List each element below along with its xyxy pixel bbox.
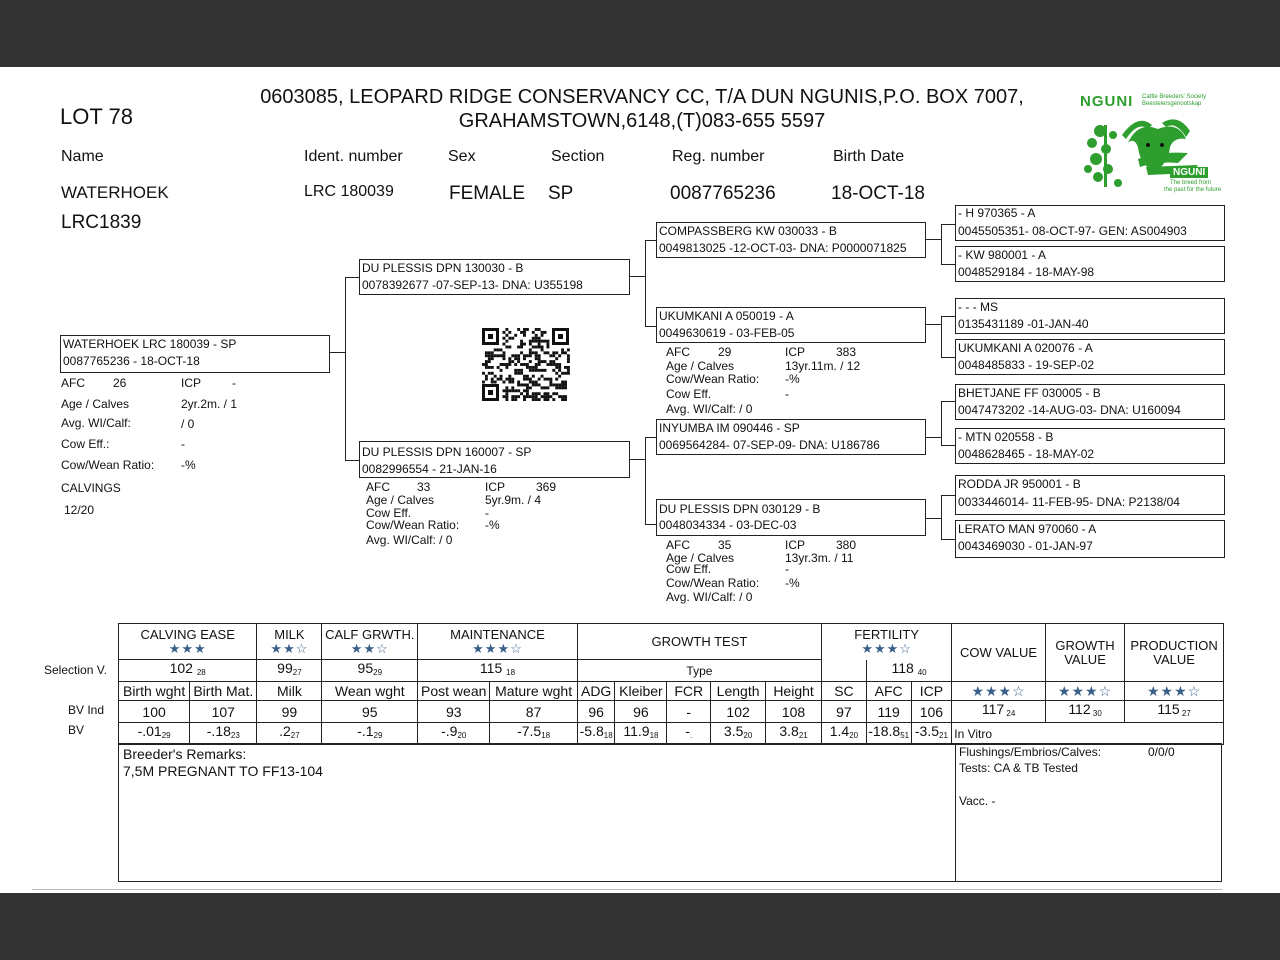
group-maintenance: MAINTENANCE ★★★☆ — [418, 624, 578, 660]
bv-ind-cell: 102 — [711, 701, 766, 723]
logo-sub-2: Beestelersgenootskap — [1142, 101, 1202, 107]
bv-ind-cell: 108 — [766, 701, 822, 723]
index-value-cell: 117 $_{24}$ — [952, 701, 1046, 723]
qr-code-icon — [481, 327, 570, 402]
bv-cell: $-18.8_{51}$ — [866, 723, 911, 745]
great-grandparent-box: - - - MS 0135431189 -01-JAN-40 — [955, 298, 1225, 334]
animal-reg: 0087765236 — [670, 183, 776, 204]
grandparent-box: UKUMKANI A 050019 - A 0049630619 - 03-FEB-05 — [656, 307, 926, 343]
row-label-bv-ind: BV Ind — [68, 703, 105, 717]
logo-sub-1: Cattle Breeders' Society — [1142, 94, 1207, 100]
great-grandparent-box: - H 970365 - A 0045505351- 08-OCT-97- GEN: AS004903 — [955, 205, 1225, 241]
breeders-remarks — [118, 743, 956, 882]
dam-box — [359, 441, 630, 478]
index-value-cell: 112 $_{30}$ — [1045, 701, 1124, 723]
selection-calf: $95_{29}$ — [322, 660, 418, 682]
maintenance-stars-icon: ★★★☆ — [472, 640, 523, 656]
subject-box-line-2: 0087765236 - 18-OCT-18 — [63, 354, 200, 368]
cow-value-stars-icon: ★★★☆ — [952, 682, 1046, 701]
trait-header: Milk — [257, 682, 322, 701]
breeding-values-table — [118, 623, 1224, 745]
dam-line-2: 0082996554 - 21-JAN-16 — [362, 462, 497, 476]
bv-cell: $-.18_{23}$ — [190, 723, 257, 745]
flushings-value: 0/0/0 — [1148, 745, 1175, 759]
animal-section: SP — [548, 183, 574, 204]
group-cow-value: COW VALUE — [952, 624, 1046, 682]
grandparent-stats: AFC 35 ICP 380 Age / Calves 13yr.3m. / 11 Cow Eff. - Cow/Wean Ratio: -% Avg. WI/Calf: / 0 — [666, 538, 857, 604]
group-calving-ease: CALVING EASE ★★★ — [119, 624, 257, 660]
bv-cell: $-.01_{29}$ — [119, 723, 190, 745]
dam-line-1: DU PLESSIS DPN 160007 - SP — [362, 445, 532, 459]
trait-header: Wean wght — [322, 682, 418, 701]
bv-ind-cell: 100 — [119, 701, 190, 723]
trait-header: Kleiber — [615, 682, 667, 701]
label-birth: Birth Date — [833, 148, 905, 165]
great-grandparent-box: LERATO MAN 970060 - A 0043469030 - 01-JAN-97 — [955, 520, 1225, 558]
bv-ind-cell: 93 — [418, 701, 490, 723]
selection-calving: 102 $_{28}$ — [119, 660, 257, 682]
pedigree-sheet — [0, 67, 1280, 893]
label-name: Name — [61, 148, 104, 165]
calvings-value: 12/20 — [64, 503, 95, 517]
bv-ind-cell: 97 — [822, 701, 867, 723]
fertility-stars-icon: ★★★☆ — [861, 640, 912, 656]
animal-birth: 18-OCT-18 — [831, 183, 925, 204]
milk-stars-icon: ★★☆ — [270, 640, 309, 656]
tests-text: Tests: CA & TB Tested — [959, 761, 1078, 775]
in-vitro-label: In Vitro — [952, 723, 1224, 745]
bv-ind-cell: - — [667, 701, 711, 723]
subject-stats: AFC 26 ICP - Age / Calves 2yr.2m. / 1 Avg. WI/Calf: / 0 Cow Eff.: - Cow/Wean Ratio: -% CALVINGS — [61, 376, 238, 495]
dam-stats: AFC 33 ICP 369 Age / Calves 5yr.9m. / 4 Cow Eff. - Cow/Wean Ratio: -% Avg. WI/Calf: / 0 — [366, 480, 557, 547]
subject-animal-box — [60, 335, 330, 373]
trait-header: Post wean — [418, 682, 490, 701]
sire-box — [359, 259, 630, 295]
bv-ind-row — [119, 701, 1224, 723]
remarks-text: 7,5M PREGNANT TO FF13-104 — [123, 763, 323, 779]
animal-sex: FEMALE — [449, 183, 526, 204]
logo-title: NGUNI — [1080, 93, 1134, 110]
bv-cell: $1.4_{20}$ — [822, 723, 867, 745]
row-label-selection: Selection V. — [44, 663, 107, 677]
breeder-line-2: GRAHAMSTOWN,6148,(T)083-655 5597 — [458, 110, 826, 132]
label-sex: Sex — [448, 148, 476, 165]
index-value-cell: 115 $_{27}$ — [1125, 701, 1224, 723]
sire-line-2: 0078392677 -07-SEP-13- DNA: U355198 — [362, 278, 583, 292]
great-grandparent-box: - MTN 020558 - B 0048628465 - 18-MAY-02 — [955, 428, 1225, 464]
bv-ind-cell: 96 — [615, 701, 667, 723]
production-value-stars-icon: ★★★☆ — [1125, 682, 1224, 701]
bv-ind-cell: 95 — [322, 701, 418, 723]
great-grandparent-box: BHETJANE FF 030005 - B 0047473202 -14-AUG-03- DNA: U160094 — [955, 384, 1225, 420]
trait-header: ICP — [911, 682, 952, 701]
sire-line-1: DU PLESSIS DPN 130030 - B — [362, 261, 524, 275]
bv-cell: $3.8_{21}$ — [766, 723, 822, 745]
animal-code: LRC1839 — [61, 212, 142, 233]
great-grandparent-box: - KW 980001 - A 0048529184 - 18-MAY-98 — [955, 246, 1225, 282]
bv-cell: $3.5_{20}$ — [711, 723, 766, 745]
calving-ease-stars-icon: ★★★ — [168, 640, 207, 656]
animal-ident: LRC 180039 — [304, 183, 394, 200]
grandparent-box: INYUMBA IM 090446 - SP 0069564284- 07-SEP-09- DNA: U186786 — [656, 419, 926, 455]
bv-row — [119, 723, 1224, 745]
selection-maintenance: 115 $_{18}$ — [418, 660, 578, 682]
growth-value-stars-icon: ★★★☆ — [1045, 682, 1124, 701]
trait-header: FCR — [667, 682, 711, 701]
trait-header: Birth wght — [119, 682, 190, 701]
bv-ind-cell: 99 — [257, 701, 322, 723]
trait-header: Height — [766, 682, 822, 701]
bv-ind-cell: 107 — [190, 701, 257, 723]
trait-header: ADG — [577, 682, 615, 701]
grandparent-box: COMPASSBERG KW 030033 - B 0049813025 -12-OCT-03- DNA: P0000071825 — [656, 222, 926, 258]
bv-cell: $11.9_{18}$ — [615, 723, 667, 745]
trait-header: Length — [711, 682, 766, 701]
trait-header-row — [119, 682, 1224, 701]
grandparent-stats: AFC 29 ICP 383 Age / Calves 13yr.11m. / 12 Cow/Wean Ratio: -% Cow Eff. - Avg. WI/Calf: / 0 — [666, 345, 861, 416]
trait-header: Birth Mat. — [190, 682, 257, 701]
animal-name: WATERHOEK — [61, 183, 169, 202]
bv-ind-cell: 119 — [866, 701, 911, 723]
bv-cell: $.2_{27}$ — [257, 723, 322, 745]
bv-ind-cell: 87 — [490, 701, 578, 723]
logo-badge: NGUNI — [1170, 167, 1208, 178]
group-milk: MILK ★★☆ — [257, 624, 322, 660]
flushings-label: Flushings/Embrios/Calves: — [959, 745, 1102, 759]
label-reg: Reg. number — [672, 148, 765, 165]
bv-cell: $-_.$ — [667, 723, 711, 745]
subject-box-line-1: WATERHOEK LRC 180039 - SP — [63, 337, 237, 351]
logo-tagline-2: the past for the future — [1164, 187, 1222, 193]
grandparent-box: DU PLESSIS DPN 030129 - B 0048034334 - 03-DEC-03 — [656, 499, 926, 536]
label-section: Section — [551, 148, 605, 165]
selection-fertility: 118 $_{40}$ — [866, 660, 951, 682]
bv-ind-cell: 106 — [911, 701, 952, 723]
trait-header: Mature wght — [490, 682, 578, 701]
remarks-title: Breeder's Remarks: — [123, 746, 247, 762]
bv-cell: $-5.8_{18}$ — [577, 723, 615, 745]
great-grandparent-box: UKUMKANI A 020076 - A 0048485833 - 19-SEP-02 — [955, 339, 1225, 375]
lot-number: LOT 78 — [60, 104, 133, 129]
breeder-line-1: 0603085, LEOPARD RIDGE CONSERVANCY CC, T/A DUN NGUNIS,P.O. BOX 7007, — [260, 86, 1024, 108]
row-label-bv: BV — [68, 723, 85, 737]
calf-growth-stars-icon: ★★☆ — [350, 640, 389, 656]
group-fertility: FERTILITY ★★★☆ — [822, 624, 952, 660]
vacc-text: Vacc. - — [959, 794, 996, 808]
trait-header: SC — [822, 682, 867, 701]
great-grandparent-box: RODDA JR 950001 - B 0033446014- 11-FEB-95- DNA: P2138/04 — [955, 475, 1225, 515]
bv-cell: $-.9_{20}$ — [418, 723, 490, 745]
trait-header: AFC — [866, 682, 911, 701]
bv-cell: $-7.5_{18}$ — [490, 723, 578, 745]
selection-milk: $99_{27}$ — [257, 660, 322, 682]
group-growth-test: GROWTH TEST — [577, 624, 821, 660]
group-calf-growth: CALF GRWTH. ★★☆ — [322, 624, 418, 660]
selection-type: Type — [577, 660, 821, 682]
bv-cell: $-3.5_{21}$ — [911, 723, 952, 745]
bv-ind-cell: 96 — [577, 701, 615, 723]
group-production-value: PRODUCTION VALUE — [1125, 624, 1224, 682]
bv-cell: $-.1_{29}$ — [322, 723, 418, 745]
nguni-logo — [1078, 91, 1222, 197]
label-ident: Ident. number — [304, 148, 403, 165]
tests-panel — [955, 743, 1222, 882]
logo-tagline-1: The breed from — [1170, 180, 1212, 186]
group-growth-value: GROWTH VALUE — [1045, 624, 1124, 682]
